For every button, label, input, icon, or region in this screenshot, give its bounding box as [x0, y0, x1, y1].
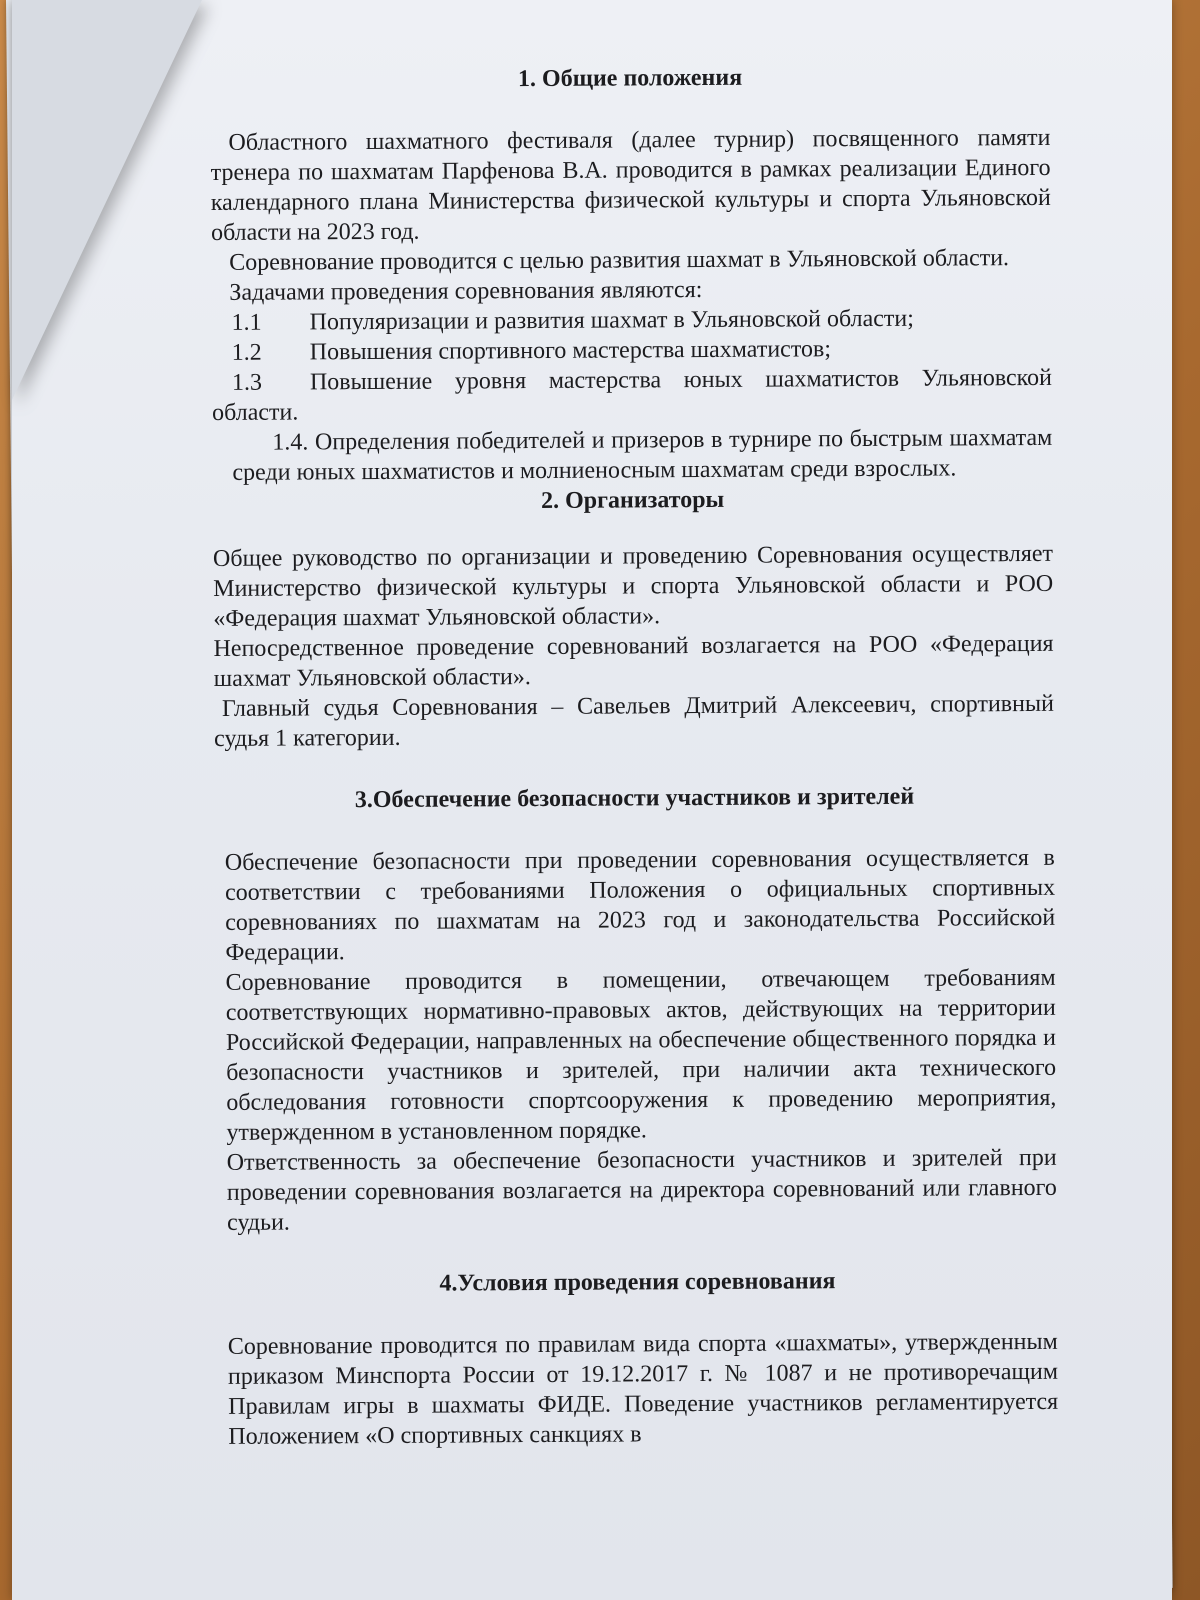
- section-4-heading: 4.Условия проведения соревнования: [439, 1268, 836, 1297]
- tasks-intro: Задачами проведения соревнования являются:: [229, 276, 703, 306]
- section-4-paragraph-1: Соревнование проводится по правилам вида спорта «шахматы», утвержденным приказом Минспорта России от 19.12.2017 г. № 1087 и не противоречащим Правилам игры в шахматы ФИДЕ. Поведение участников регламентируется Положением «О спортивных санкциях в: [227, 1328, 1059, 1450]
- list-item: [212, 423, 1052, 488]
- list-item-number: 1.1: [231, 309, 262, 336]
- document-body: [210, 61, 1058, 1452]
- section-3-heading: 3.Обеспечение безопасности участников и зрителей: [354, 783, 915, 814]
- list-item: [212, 363, 1052, 428]
- section-2-paragraph-1: Общее руководство по организации и проведению Соревнования осуществляет Министерство физической культуры и спорта Ульяновской области и РОО «Федерация шахмат Ульяновской области».: [212, 540, 1054, 632]
- section-3-paragraph-2: Соревнование проводится в помещении, отвечающем требованиям соответствующих нормативно-правовых актов, действующих на территории Российской Федерации, направленных на обеспечение общественного порядка и безопасности участников и зрителей, при наличии акта технического обследования готовности спортсооружения к проведению мероприятия, утвержденном в установленном порядке.: [225, 964, 1057, 1146]
- list-item-number: 1.3: [231, 369, 263, 396]
- section-2-paragraph-2: Непосредственное проведение соревнований возлагается на РОО «Федерация шахмат Ульяновской области».: [213, 630, 1054, 692]
- folded-page-corner: [12, 0, 202, 400]
- section-1-paragraph-2: Соревнование проводится с целью развития шахмат в Ульяновской области.: [229, 245, 1010, 276]
- section-1-paragraph-1: Областного шахматного фестиваля (далее турнир) посвященного памяти тренера по шахматам Парфенова В.А. проводится в рамках реализации Единого календарного плана Министерства физической культуры и спорта Ульяновской области на 2023 год.: [210, 124, 1051, 246]
- list-item-text: Определения победителей и призеров в турнире по быстрым шахматам среди юных шахматистов и молниеносным шахматам среди взрослых.: [232, 424, 1053, 486]
- list-item-number: 1.4.: [272, 429, 309, 456]
- list-item-number: 1.2: [231, 339, 262, 366]
- section-2-heading: 2. Организаторы: [541, 486, 725, 514]
- section-1-heading: 1. Общие положения: [517, 64, 743, 93]
- section-2-paragraph-3: Главный судья Соревнования – Савельев Дмитрий Алексеевич, спортивный судья 1 категории.: [214, 690, 1054, 752]
- section-3-paragraph-1: Обеспечение безопасности при проведении соревнования осуществляется в соответствии с требованиями Положения о официальных спортивных соревнованиях по шахматам на 2023 год и законодательства Российской Федерации.: [224, 844, 1056, 966]
- list-item-text: Популяризации и развития шахмат в Ульяновской области;: [309, 305, 914, 336]
- section-3-paragraph-3: Ответственность за обеспечение безопасности участников и зрителей при проведении соревнования возлагается на директора соревнований или главного судьи.: [226, 1144, 1057, 1236]
- list-item-text: Повышение уровня мастерства юных шахматистов Ульяновской области.: [212, 364, 1053, 426]
- list-item-text: Повышения спортивного мастерства шахматистов;: [309, 336, 832, 366]
